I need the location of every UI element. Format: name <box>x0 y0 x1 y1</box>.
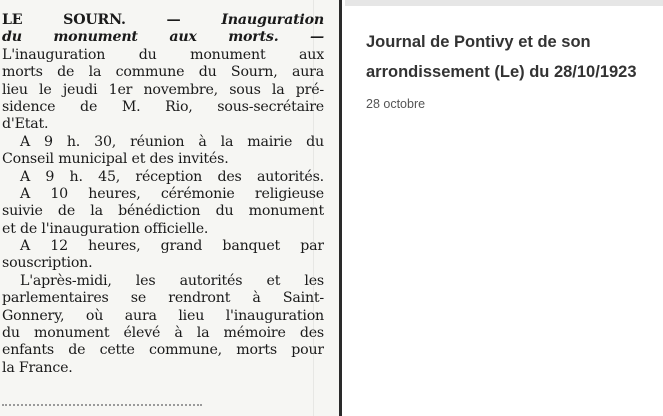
article-line: Gonnery, où aura lieu l'inauguration <box>2 307 324 324</box>
column-fold-line <box>313 0 314 416</box>
article-line: morts de la commune du Sourn, aura <box>2 64 324 81</box>
document-info-panel <box>345 0 663 416</box>
article-line: du monument élevé à la mémoire des <box>2 325 324 342</box>
article-line: enfants de cette commune, morts pour <box>2 342 324 359</box>
document-date: 28 octobre <box>366 97 426 111</box>
panel-top-bar <box>345 0 663 6</box>
article-line: suivie de la bénédiction du monument <box>2 203 324 220</box>
article-heading-lead: LE SOURN. <box>2 12 126 28</box>
article-line: souscription. <box>2 255 93 272</box>
article-line: lieu le jeudi 1er novembre, sous la pré- <box>2 81 324 98</box>
article-line: et de l'inauguration officielle. <box>2 220 209 237</box>
article-heading-title: Inauguration <box>221 12 324 28</box>
article-line: A 9 h. 30, réunion à la mairie du <box>20 133 324 150</box>
article-heading <box>2 12 324 29</box>
article-line: du monument aux morts. — <box>2 29 324 46</box>
article-line: L'inauguration du monument aux <box>2 46 324 63</box>
column-rule <box>339 0 342 416</box>
article-line: A 12 heures, grand banquet par <box>20 238 324 255</box>
article-line: A 10 heures, cérémonie religieuse <box>20 185 324 202</box>
article-heading-dash: — <box>125 12 222 28</box>
article-line: Conseil municipal et des invités. <box>2 151 229 168</box>
next-article-remnant <box>2 404 202 414</box>
article-line: la France. <box>2 359 73 376</box>
article-line: d'Etat. <box>2 116 49 133</box>
article-line: sidence de M. Rio, sous-secrétaire <box>2 98 324 115</box>
article-text <box>2 12 324 377</box>
article-line: A 9 h. 45, réception des autorités. <box>20 168 324 185</box>
article-line: L'après-midi, les autorités et les <box>20 272 324 289</box>
article-line: parlementaires se rendront à Saint- <box>2 290 324 307</box>
document-title[interactable]: Journal de Pontivy et de son arrondissement (Le) du 28/10/1923 <box>366 33 637 81</box>
